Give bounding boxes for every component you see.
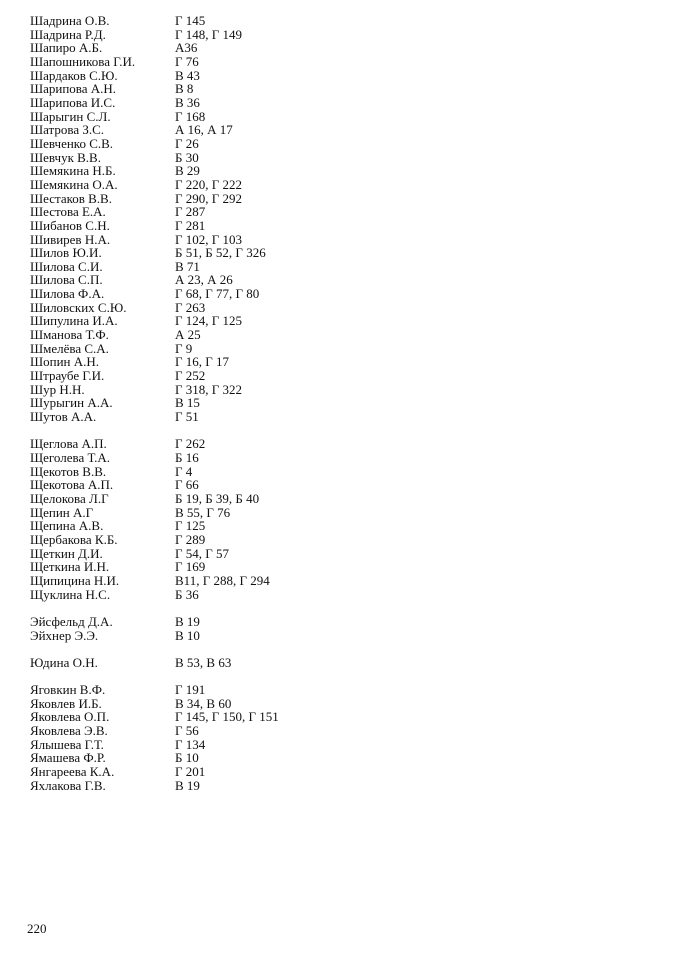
page-references: А 16, А 17 bbox=[175, 122, 233, 138]
index-entry bbox=[0, 710, 679, 724]
author-name: Шилова Ф.А. bbox=[30, 286, 105, 302]
index-entry bbox=[0, 697, 679, 711]
author-name: Эйсфельд Д.А. bbox=[30, 613, 113, 629]
author-name: Щеглова А.П. bbox=[30, 436, 107, 452]
index-entry bbox=[0, 410, 679, 424]
author-name: Шарипова А.Н. bbox=[30, 81, 117, 97]
page-references: Г 56 bbox=[175, 723, 199, 739]
index-entry bbox=[0, 287, 679, 301]
author-name: Щеголева Т.А. bbox=[30, 450, 110, 465]
author-name: Шипулина И.А. bbox=[30, 313, 118, 329]
page-references: Б 16 bbox=[175, 450, 199, 465]
page-references: Г 318, Г 322 bbox=[175, 381, 243, 397]
author-name: Щекотова А.П. bbox=[30, 477, 114, 493]
author-name: Щепин А.Г bbox=[30, 504, 94, 520]
index-entry bbox=[0, 519, 679, 533]
index-entry bbox=[0, 355, 679, 369]
index-entry bbox=[0, 233, 679, 247]
author-name: Шур Н.Н. bbox=[30, 381, 85, 397]
author-name: Яхлакова Г.В. bbox=[30, 777, 106, 793]
index-entry bbox=[0, 574, 679, 588]
page-references: А 25 bbox=[175, 327, 201, 343]
page-references: В 36 bbox=[175, 94, 200, 110]
author-name: Щеткин Д.И. bbox=[30, 545, 103, 561]
page-references: Г 66 bbox=[175, 477, 199, 493]
index-entry bbox=[0, 656, 679, 670]
author-name: Шивирев Н.А. bbox=[30, 231, 111, 247]
index-entry bbox=[0, 137, 679, 151]
author-name: Яговкин В.Ф. bbox=[30, 682, 106, 698]
letter-group-gap bbox=[0, 601, 679, 615]
page-references: Г 289 bbox=[175, 531, 206, 547]
index-entry bbox=[0, 328, 679, 342]
author-name: Щепина А.В. bbox=[30, 518, 104, 534]
page-references: Г 145 bbox=[175, 13, 206, 28]
author-name: Шевченко С.В. bbox=[30, 135, 114, 151]
index-entry bbox=[0, 14, 679, 28]
page-references: Г 263 bbox=[175, 299, 206, 315]
index-entry bbox=[0, 765, 679, 779]
index-entry bbox=[0, 123, 679, 137]
author-name: Штраубе Г.И. bbox=[30, 368, 105, 384]
page-references: В 19 bbox=[175, 777, 200, 793]
author-name: Ямашева Ф.Р. bbox=[30, 750, 106, 766]
index-entry bbox=[0, 751, 679, 765]
author-name: Шманова Т.Ф. bbox=[30, 327, 109, 343]
index-entry bbox=[0, 96, 679, 110]
index-entry bbox=[0, 314, 679, 328]
index-entry bbox=[0, 55, 679, 69]
author-name: Шапиро А.Б. bbox=[30, 40, 103, 56]
author-name: Шестова Е.А. bbox=[30, 204, 106, 220]
index-entry bbox=[0, 28, 679, 42]
page-references: Г 51 bbox=[175, 409, 199, 425]
index-entry bbox=[0, 342, 679, 356]
page-references: А 23, А 26 bbox=[175, 272, 233, 288]
page-references: В 53, В 63 bbox=[175, 654, 232, 670]
page-references: Г 148, Г 149 bbox=[175, 26, 243, 42]
index-entry bbox=[0, 41, 679, 55]
author-name: Шутов А.А. bbox=[30, 409, 97, 425]
index-entry bbox=[0, 738, 679, 752]
page-references: Г 281 bbox=[175, 217, 206, 233]
letter-group-gap bbox=[0, 642, 679, 656]
author-name: Шатрова З.С. bbox=[30, 122, 105, 138]
page-references: Г 287 bbox=[175, 204, 206, 220]
author-name: Ялышева Г.Т. bbox=[30, 736, 104, 752]
page-references: Г 168 bbox=[175, 108, 206, 124]
author-name: Шадрина О.В. bbox=[30, 13, 110, 28]
page-references: Г 125 bbox=[175, 518, 206, 534]
author-name: Щуклина Н.С. bbox=[30, 586, 111, 602]
index-entry bbox=[0, 383, 679, 397]
index-entry bbox=[0, 533, 679, 547]
author-index bbox=[0, 14, 679, 792]
author-name: Шурыгин А.А. bbox=[30, 395, 113, 411]
page-references: В 15 bbox=[175, 395, 200, 411]
index-entry bbox=[0, 273, 679, 287]
page-references: Г 191 bbox=[175, 682, 206, 698]
page-references: В11, Г 288, Г 294 bbox=[175, 572, 270, 588]
author-name: Щербакова К.Б. bbox=[30, 531, 118, 547]
author-name: Янгареева К.А. bbox=[30, 764, 115, 780]
page-references: В 29 bbox=[175, 163, 200, 179]
author-name: Шемякина О.А. bbox=[30, 176, 118, 192]
author-name: Шарыгин С.Л. bbox=[30, 108, 111, 124]
index-entry bbox=[0, 151, 679, 165]
page-number: 220 bbox=[27, 921, 47, 936]
page-references: Г 262 bbox=[175, 436, 206, 452]
author-name: Шмелёва С.А. bbox=[30, 340, 109, 356]
author-name: Шевчук В.В. bbox=[30, 149, 101, 165]
page-references: Г 68, Г 77, Г 80 bbox=[175, 286, 260, 302]
index-entry bbox=[0, 588, 679, 602]
index-entry bbox=[0, 506, 679, 520]
author-name: Шибанов С.Н. bbox=[30, 217, 110, 233]
author-name: Эйхнер Э.Э. bbox=[30, 627, 99, 643]
page-references: В 10 bbox=[175, 627, 200, 643]
index-entry bbox=[0, 724, 679, 738]
index-entry bbox=[0, 492, 679, 506]
index-entry bbox=[0, 629, 679, 643]
page-references: В 19 bbox=[175, 613, 200, 629]
author-name: Щипицина Н.И. bbox=[30, 572, 120, 588]
page-references: В 34, В 60 bbox=[175, 695, 232, 711]
page-references: Б 51, Б 52, Г 326 bbox=[175, 245, 266, 261]
page-references: В 71 bbox=[175, 258, 200, 274]
author-name: Шарипова И.С. bbox=[30, 94, 116, 110]
page-references: Б 19, Б 39, Б 40 bbox=[175, 490, 260, 506]
page-references: В 55, Г 76 bbox=[175, 504, 231, 520]
index-entry bbox=[0, 205, 679, 219]
index-entry bbox=[0, 779, 679, 793]
page-references: Г 124, Г 125 bbox=[175, 313, 243, 329]
index-entry bbox=[0, 260, 679, 274]
letter-group-gap bbox=[0, 424, 679, 438]
author-name: Шилова С.П. bbox=[30, 272, 103, 288]
author-name: Щекотов В.В. bbox=[30, 463, 107, 479]
index-entry bbox=[0, 164, 679, 178]
page-references: Б 36 bbox=[175, 586, 199, 602]
index-entry bbox=[0, 465, 679, 479]
author-name: Яковлева Э.В. bbox=[30, 723, 108, 739]
page-references: Г 16, Г 17 bbox=[175, 354, 230, 370]
index-entry bbox=[0, 683, 679, 697]
author-name: Шестаков В.В. bbox=[30, 190, 112, 206]
author-name: Шапошникова Г.И. bbox=[30, 53, 136, 69]
author-name: Яковлева О.П. bbox=[30, 709, 110, 725]
page-references: Г 201 bbox=[175, 764, 206, 780]
author-name: Юдина О.Н. bbox=[30, 654, 98, 670]
index-entry bbox=[0, 478, 679, 492]
author-name: Шардаков С.Ю. bbox=[30, 67, 118, 83]
page-references: Г 290, Г 292 bbox=[175, 190, 243, 206]
index-entry bbox=[0, 69, 679, 83]
page-references: Г 145, Г 150, Г 151 bbox=[175, 709, 279, 725]
page-references: Б 30 bbox=[175, 149, 199, 165]
page-references: Г 26 bbox=[175, 135, 199, 151]
index-entry bbox=[0, 219, 679, 233]
index-entry bbox=[0, 547, 679, 561]
index-entry bbox=[0, 437, 679, 451]
page-references: А36 bbox=[175, 40, 198, 56]
author-name: Шопин А.Н. bbox=[30, 354, 100, 370]
author-name: Яковлев И.Б. bbox=[30, 695, 102, 711]
index-entry bbox=[0, 246, 679, 260]
author-name: Щелокова Л.Г bbox=[30, 490, 109, 506]
index-entry bbox=[0, 301, 679, 315]
index-entry bbox=[0, 560, 679, 574]
index-entry bbox=[0, 369, 679, 383]
page-references: Г 134 bbox=[175, 736, 206, 752]
author-name: Шилов Ю.И. bbox=[30, 245, 102, 261]
page-references: Г 9 bbox=[175, 340, 193, 356]
page-references: Б 10 bbox=[175, 750, 199, 766]
page-references: В 8 bbox=[175, 81, 194, 97]
page-references: Г 220, Г 222 bbox=[175, 176, 243, 192]
author-name: Шилова С.И. bbox=[30, 258, 103, 274]
page-references: В 43 bbox=[175, 67, 200, 83]
index-entry bbox=[0, 192, 679, 206]
index-entry bbox=[0, 615, 679, 629]
index-entry bbox=[0, 82, 679, 96]
author-name: Шемякина Н.Б. bbox=[30, 163, 116, 179]
page-references: Г 76 bbox=[175, 53, 199, 69]
page-references: Г 4 bbox=[175, 463, 193, 479]
index-entry bbox=[0, 451, 679, 465]
page-references: Г 252 bbox=[175, 368, 206, 384]
author-name: Щеткина И.Н. bbox=[30, 559, 110, 575]
index-entry bbox=[0, 178, 679, 192]
index-entry bbox=[0, 396, 679, 410]
author-name: Шиловских С.Ю. bbox=[30, 299, 127, 315]
page-references: Г 169 bbox=[175, 559, 206, 575]
letter-group-gap bbox=[0, 670, 679, 684]
index-entry bbox=[0, 110, 679, 124]
page-references: Г 102, Г 103 bbox=[175, 231, 243, 247]
page-references: Г 54, Г 57 bbox=[175, 545, 230, 561]
author-name: Шадрина Р.Д. bbox=[30, 26, 106, 42]
